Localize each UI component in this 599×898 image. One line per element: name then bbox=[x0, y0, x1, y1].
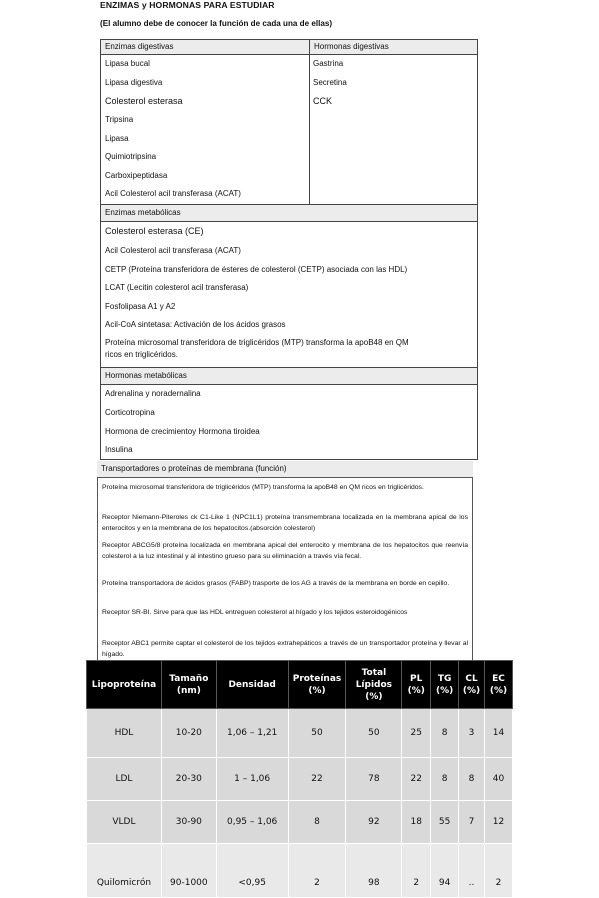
list-item: Proteína microsomal transferidora de triglicéridos (MTP) transforma la apoB48 en QM bbox=[105, 338, 409, 347]
table-cell: 8 bbox=[431, 709, 459, 758]
table-row bbox=[87, 844, 513, 898]
header-enzimas-metabolicas: Enzimas metabólicas bbox=[101, 205, 477, 222]
column-header: Tamaño (nm) bbox=[161, 661, 216, 709]
table-cell: 22 bbox=[288, 758, 346, 801]
column-header: Proteínas (%) bbox=[288, 661, 346, 709]
transporter-paragraph: Receptor Niemann-Piteroles ck C1-Like 1 (NPC1L1) proteína transmembrana localizada en la membrana apical de los enterocitos y en la membrana de los hepatocitos.(absorción colesterol) bbox=[102, 514, 468, 532]
table-cell: 92 bbox=[346, 801, 402, 844]
table-cell: 14 bbox=[485, 709, 513, 758]
header-transportadores: Transportadores o proteínas de membrana (función) bbox=[97, 461, 473, 478]
column-header: CL (%) bbox=[459, 661, 485, 709]
list-item: LCAT (Lecitin colesterol acil transferasa) bbox=[105, 283, 249, 292]
table-cell: 78 bbox=[346, 758, 402, 801]
list-item: CCK bbox=[313, 96, 333, 106]
table-cell: <0,95 bbox=[216, 844, 288, 898]
transporter-paragraph: Receptor SR-BI. Sirve para que las HDL entreguen colesterol al hígado y los tejidos esteroidogénicos bbox=[102, 609, 408, 616]
column-header: TG (%) bbox=[431, 661, 459, 709]
list-item: Tripsina bbox=[105, 115, 134, 124]
table-cell: HDL bbox=[87, 709, 162, 758]
header-hormonas-digestivas: Hormonas digestivas bbox=[310, 40, 477, 55]
table-cell: 20-30 bbox=[161, 758, 216, 801]
table-cell: 22 bbox=[402, 758, 431, 801]
table-cell: 2 bbox=[485, 844, 513, 898]
column-header: Total Lípidos (%) bbox=[346, 661, 402, 709]
table-cell: 8 bbox=[459, 758, 485, 801]
list-item: Fosfolipasa A1 y A2 bbox=[105, 302, 176, 311]
list-item: Colesterol esterasa bbox=[105, 96, 183, 106]
table-cell: 1 – 1,06 bbox=[216, 758, 288, 801]
table-cell: 2 bbox=[402, 844, 431, 898]
table-cell: 0,95 – 1,06 bbox=[216, 801, 288, 844]
table-row bbox=[87, 709, 513, 758]
list-item: Acil Colesterol acil transferasa (ACAT) bbox=[105, 246, 241, 255]
list-item: Gastrina bbox=[313, 59, 344, 68]
table-cell: 50 bbox=[288, 709, 346, 758]
table-cell: VLDL bbox=[87, 801, 162, 844]
table-cell: 90-1000 bbox=[161, 844, 216, 898]
list-item: Lipasa bucal bbox=[105, 59, 150, 68]
list-item: ricos en triglicéridos. bbox=[105, 350, 178, 359]
table-row bbox=[87, 801, 513, 844]
list-item: Lipasa digestiva bbox=[105, 78, 163, 87]
column-header: EC (%) bbox=[485, 661, 513, 709]
list-item: Acil-CoA sintetasa: Activación de los ácidos grasos bbox=[105, 320, 286, 329]
table-cell: 8 bbox=[288, 801, 346, 844]
list-item: Quimiotripsina bbox=[105, 152, 157, 161]
table-cell: 40 bbox=[485, 758, 513, 801]
page-subtitle: (El alumno debe de conocer la función de cada una de ellas) bbox=[100, 19, 333, 28]
table-cell: 55 bbox=[431, 801, 459, 844]
table-cell: 98 bbox=[346, 844, 402, 898]
table-header-row bbox=[87, 661, 513, 709]
list-item: Secretina bbox=[313, 78, 347, 87]
table-row bbox=[87, 758, 513, 801]
table-cell: 94 bbox=[431, 844, 459, 898]
column-divider bbox=[309, 40, 310, 204]
header-hormonas-metabolicas: Hormonas metabólicas bbox=[101, 368, 477, 385]
header-enzimas-digestivas: Enzimas digestivas bbox=[101, 40, 309, 55]
list-item: Lipasa bbox=[105, 134, 129, 143]
table-cell: 1,06 – 1,21 bbox=[216, 709, 288, 758]
list-item: Corticotropina bbox=[105, 408, 155, 417]
table-cell: 3 bbox=[459, 709, 485, 758]
list-item: Adrenalina y noradernalina bbox=[105, 389, 201, 398]
column-header: Densidad bbox=[216, 661, 288, 709]
column-header: PL (%) bbox=[402, 661, 431, 709]
transporter-paragraph: Receptor ABC1 permite captar el colesterol de los tejidos extrahepáticos a través de un transportador proteína y llevar al hígado. bbox=[102, 640, 468, 658]
transporter-paragraph: Proteína transportadora de ácidos grasos (FABP) trasporte de los AG a través de la membrana en borde en cepillo. bbox=[102, 580, 450, 587]
transporter-paragraph: Receptor ABCG5/8 proteína localizada en membrana apical del enterocito y membrana de los hepatocitos que reenvía colesterol a la luz intestinal y al intestino grueso para su eliminación a través vía fecal. bbox=[102, 542, 468, 560]
table-cell: 50 bbox=[346, 709, 402, 758]
table-cell: 2 bbox=[288, 844, 346, 898]
table-cell: 25 bbox=[402, 709, 431, 758]
table-cell: Quilomicrón bbox=[87, 844, 162, 898]
list-item: Insulina bbox=[105, 445, 133, 454]
list-item: CETP (Proteína transferidora de ésteres de colesterol (CETP) asociada con las HDL) bbox=[105, 265, 408, 274]
table-cell: 18 bbox=[402, 801, 431, 844]
table-cell: 7 bbox=[459, 801, 485, 844]
column-header: Lipoproteína bbox=[87, 661, 162, 709]
table-cell: 10-20 bbox=[161, 709, 216, 758]
list-item: Carboxipeptidasa bbox=[105, 171, 168, 180]
list-item: Hormona de crecimientoy Hormona tiroidea bbox=[105, 427, 260, 436]
list-item: Acil Colesterol acil transferasa (ACAT) bbox=[105, 189, 241, 198]
table-cell: 30-90 bbox=[161, 801, 216, 844]
lipoprotein-table bbox=[86, 660, 513, 898]
list-item: Colesterol esterasa (CE) bbox=[105, 226, 204, 236]
transporter-paragraph: Proteína microsomal transferidora de triglicéridos (MTP) transforma la apoB48 en QM ricos en triglicéridos. bbox=[102, 484, 424, 491]
table-cell: LDL bbox=[87, 758, 162, 801]
table-cell: 12 bbox=[485, 801, 513, 844]
page-title: ENZIMAS y HORMONAS PARA ESTUDIAR bbox=[100, 0, 275, 10]
table-cell: .. bbox=[459, 844, 485, 898]
table-cell: 8 bbox=[431, 758, 459, 801]
